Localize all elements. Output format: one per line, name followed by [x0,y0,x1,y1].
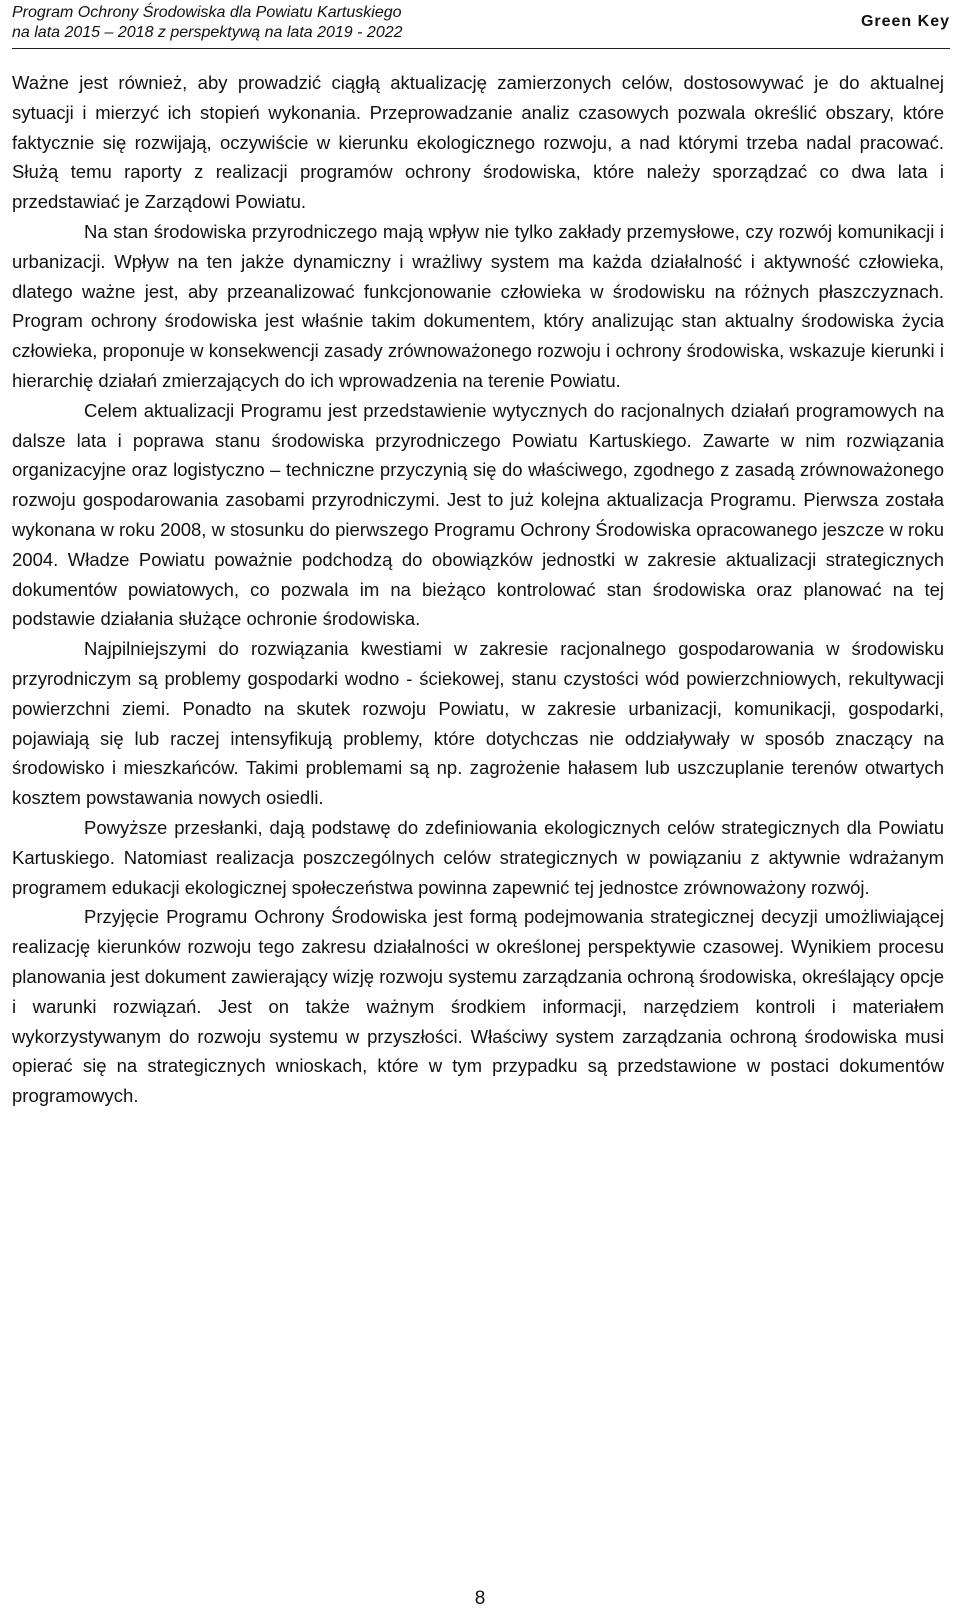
paragraph-6: Przyjęcie Programu Ochrony Środowiska jest formą podejmowania strategicznej decyzji umożliwiającej realizację kierunków rozwoju tego zakresu działalności w określonej perspektywie czasowej. Wynikiem procesu planowania jest dokument zawierający wizję rozwoju systemu zarządzania ochroną środowiska, określający opcje i warunki rozwiązań. Jest on także ważnym środkiem informacji, narzędziem kontroli i materiałem wykorzystywanym do rozwoju systemu w przyszłości. Właściwy system zarządzania ochroną środowiska musi opierać się na strategicznych wnioskach, które w tym przypadku są przedstawione w postaci dokumentów programowych. [12,906,944,1107]
document-body [12,68,944,1111]
document-title-line-2: na lata 2015 – 2018 z perspektywą na lata 2019 - 2022 [12,24,403,41]
header-divider [12,48,950,49]
page-number: 8 [474,1588,486,1609]
paragraph-2: Na stan środowiska przyrodniczego mają wpływ nie tylko zakłady przemysłowe, czy rozwój komunikacji i urbanizacji. Wpływ na ten jakże dynamiczny i wrażliwy system ma każda działalność i aktywność człowieka, dlatego ważne jest, aby przeanalizować funkcjonowanie człowieka w środowisku na różnych płaszczyznach. Program ochrony środowiska jest właśnie takim dokumentem, który analizując stan aktualny środowiska życia człowieka, proponuje w konsekwencji zasady zrównoważonego rozwoju i ochrony środowiska, wskazuje kierunki i hierarchię działań zmierzających do ich wprowadzenia na terenie Powiatu. [12,220,944,391]
paragraph-3: Celem aktualizacji Programu jest przedstawienie wytycznych do racjonalnych działań programowych na dalsze lata i poprawa stanu środowiska przyrodniczego Powiatu Kartuskiego. Zawarte w nim rozwiązania organizacyjne oraz logistyczno – techniczne przyczynią się do właściwego, zgodnego z zasadą zrównoważonego rozwoju gospodarowania zasobami przyrodniczymi. Jest to już kolejna aktualizacja Programu. Pierwsza została wykonana w roku 2008, w stosunku do pierwszego Programu Ochrony Środowiska opracowanego jeszcze w roku 2004. Władze Powiatu poważnie podchodzą do obowiązków jednostki w zakresie aktualizacji strategicznych dokumentów powiatowych, co pozwala im na bieżąco kontrolować stan środowiska oraz planować na tej podstawie działania służące ochronie środowiska. [12,399,944,630]
paragraph-5: Powyższe przesłanki, dają podstawę do zdefiniowania ekologicznych celów strategicznych dla Powiatu Kartuskiego. Natomiast realizacja poszczególnych celów strategicznych w powiązaniu z aktywnie wdrażanym programem edukacji ekologicznej społeczeństwa powinna zapewnić tej jednostce zrównoważony rozwój. [12,816,944,898]
document-title-line-1: Program Ochrony Środowiska dla Powiatu Kartuskiego [12,4,402,21]
page-header [0,0,960,50]
document-title [12,3,403,43]
brand-name: Green Key [860,13,950,30]
paragraph-1: Ważne jest również, aby prowadzić ciągłą aktualizację zamierzonych celów, dostosowywać je do aktualnej sytuacji i mierzyć ich stopień wykonania. Przeprowadzanie analiz czasowych pozwala określić obszary, które faktycznie się rozwijają, oczywiście w kierunku ekologicznego rozwoju, a nad którymi trzeba nadal pracować. Służą temu raporty z realizacji programów ochrony środowiska, które należy sporządzać co dwa lata i przedstawiać je Zarządowi Powiatu. [12,72,944,213]
paragraph-4: Najpilniejszymi do rozwiązania kwestiami w zakresie racjonalnego gospodarowania w środowisku przyrodniczym są problemy gospodarki wodno - ściekowej, stanu czystości wód powierzchniowych, rekultywacji powierzchni ziemi. Ponadto na skutek rozwoju Powiatu, w zakresie urbanizacji, komunikacji, gospodarki, pojawiają się lub raczej intensyfikują problemy, które dotychczas nie oddziaływały w sposób znaczący na środowisko i mieszkańców. Takimi problemami są np. zagrożenie hałasem lub uszczuplanie terenów otwartych kosztem powstawania nowych osiedli. [12,638,944,809]
